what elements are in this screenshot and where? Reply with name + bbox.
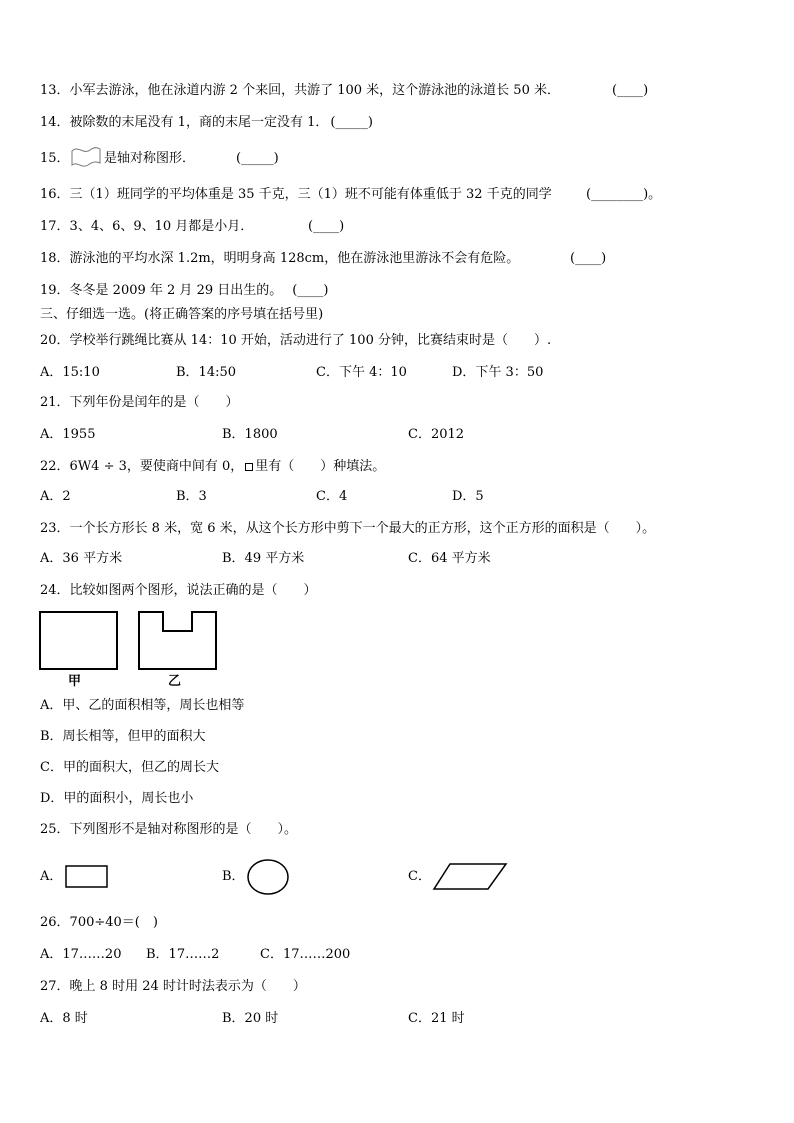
question-text: 下列年份是闰年的是（ ） (69, 395, 239, 410)
option-c[interactable]: C．17……200 (260, 947, 351, 962)
question-text: 下列图形不是轴对称图形的是（ ）。 (69, 822, 298, 837)
question-26 (40, 914, 158, 932)
question-16 (40, 186, 552, 204)
option-a[interactable]: A．1955 (40, 427, 96, 442)
question-number: 22． (40, 459, 70, 474)
rectangle-shape (65, 865, 109, 889)
question-number: 17． (40, 219, 70, 234)
question-19 (40, 282, 328, 300)
wave-flag-figure (70, 146, 102, 168)
answer-blank-13[interactable]: (____) (612, 83, 649, 98)
option-c[interactable]: C．下午 4：10 (316, 365, 407, 380)
question-number: 16． (40, 187, 70, 202)
question-text: 冬冬是 2009 年 2 月 29 日出生的。 (69, 283, 283, 298)
question-text: 700÷40＝( ) (69, 915, 158, 930)
question-number: 19． (40, 283, 70, 298)
option-d[interactable]: D．甲的面积小，周长也小 (40, 791, 194, 806)
option-b[interactable]: B．20 时 (222, 1011, 279, 1026)
question-14 (40, 114, 373, 132)
option-c[interactable]: C．21 时 (408, 1011, 465, 1026)
option-a[interactable]: A．8 时 (40, 1011, 88, 1026)
answer-blank-16[interactable]: (________)。 (586, 187, 662, 202)
question-number: 27． (40, 979, 70, 994)
option-a[interactable]: A． (40, 869, 63, 884)
question-text: 晚上 8 时用 24 时计时法表示为（ ） (69, 979, 306, 994)
question-15 (40, 150, 70, 168)
question-13 (40, 82, 560, 100)
section-heading: 三、仔细选一选。(将正确答案的序号填在括号里) (40, 307, 324, 322)
option-c[interactable]: C． (408, 869, 431, 884)
option-a[interactable]: A．甲、乙的面积相等，周长也相等 (40, 698, 245, 713)
question-number: 24． (40, 583, 70, 598)
circle-shape (246, 858, 290, 896)
question-text: 被除数的末尾没有 1，商的末尾一定没有 1． (69, 115, 329, 130)
question-24 (40, 582, 317, 600)
question-27 (40, 978, 306, 996)
question-17 (40, 218, 253, 236)
answer-blank-15[interactable]: (_____) (236, 151, 279, 166)
question-text: 一个长方形长 8 米，宽 6 米，从这个长方形中剪下一个最大的正方形，这个正方形的面积是（ ）。 (69, 521, 656, 536)
figure-jia (38, 610, 120, 672)
question-number: 26． (40, 915, 70, 930)
option-b[interactable]: B．周长相等，但甲的面积大 (40, 729, 206, 744)
option-c[interactable]: C．64 平方米 (408, 551, 491, 566)
option-b[interactable]: B． (222, 869, 245, 884)
question-23 (40, 520, 655, 538)
figure-label-yi: 乙 (168, 674, 182, 689)
answer-blank-17[interactable]: (____) (308, 219, 345, 234)
answer-blank-14[interactable]: (_____) (330, 115, 374, 130)
question-text: 比较如图两个图形，说法正确的是（ ） (69, 583, 317, 598)
answer-blank-18[interactable]: (____) (570, 251, 607, 266)
question-text: 小军去游泳，他在泳道内游 2 个来回，共游了 100 米，这个游泳池的泳道长 50 米． (69, 83, 560, 98)
question-number: 25． (40, 822, 70, 837)
question-number: 21． (40, 395, 70, 410)
small-square-icon (245, 463, 253, 471)
answer-blank-19[interactable]: (____) (292, 283, 329, 298)
option-d[interactable]: D．下午 3：50 (452, 365, 544, 380)
option-a[interactable]: A．36 平方米 (40, 551, 123, 566)
option-c[interactable]: C．甲的面积大，但乙的周长大 (40, 760, 219, 775)
question-text: 学校举行跳绳比赛从 14：10 开始，活动进行了 100 分钟，比赛结束时是（ ）. (69, 333, 552, 348)
question-25 (40, 821, 297, 839)
option-c[interactable]: C．4 (316, 489, 348, 504)
question-number: 15． (40, 151, 70, 166)
question-text: 3、4、6、9、10 月都是小月． (69, 219, 254, 234)
option-a[interactable]: A．17……20 (40, 947, 122, 962)
option-b[interactable]: B．17……2 (146, 947, 220, 962)
question-15-text: 是轴对称图形． (104, 151, 196, 166)
question-21 (40, 394, 239, 412)
option-d[interactable]: D．5 (452, 489, 484, 504)
option-b[interactable]: B．14:50 (176, 365, 237, 380)
question-number: 14． (40, 115, 70, 130)
parallelogram-shape (432, 862, 508, 892)
question-text: 三（1）班同学的平均体重是 35 千克，三（1）班不可能有体重低于 32 千克的同学 (69, 187, 552, 202)
question-20 (40, 332, 551, 350)
option-b[interactable]: B．3 (176, 489, 207, 504)
question-number: 23． (40, 521, 70, 536)
question-18 (40, 250, 519, 268)
figure-yi (137, 610, 219, 672)
option-c[interactable]: C．2012 (408, 427, 465, 442)
figure-label-jia: 甲 (68, 674, 82, 689)
question-number: 20． (40, 333, 70, 348)
option-b[interactable]: B．1800 (222, 427, 278, 442)
question-number: 13． (40, 83, 70, 98)
option-a[interactable]: A．2 (40, 489, 71, 504)
question-22 (40, 458, 385, 476)
question-number: 18． (40, 251, 70, 266)
question-text: 游泳池的平均水深 1.2m，明明身高 128cm，他在游泳池里游泳不会有危险。 (69, 251, 520, 266)
question-text: 6W4 ÷ 3，要使商中间有 0， (69, 459, 244, 474)
option-a[interactable]: A．15:10 (40, 365, 100, 380)
question-text: 里有（ ）种填法。 (255, 459, 386, 474)
option-b[interactable]: B．49 平方米 (222, 551, 305, 566)
